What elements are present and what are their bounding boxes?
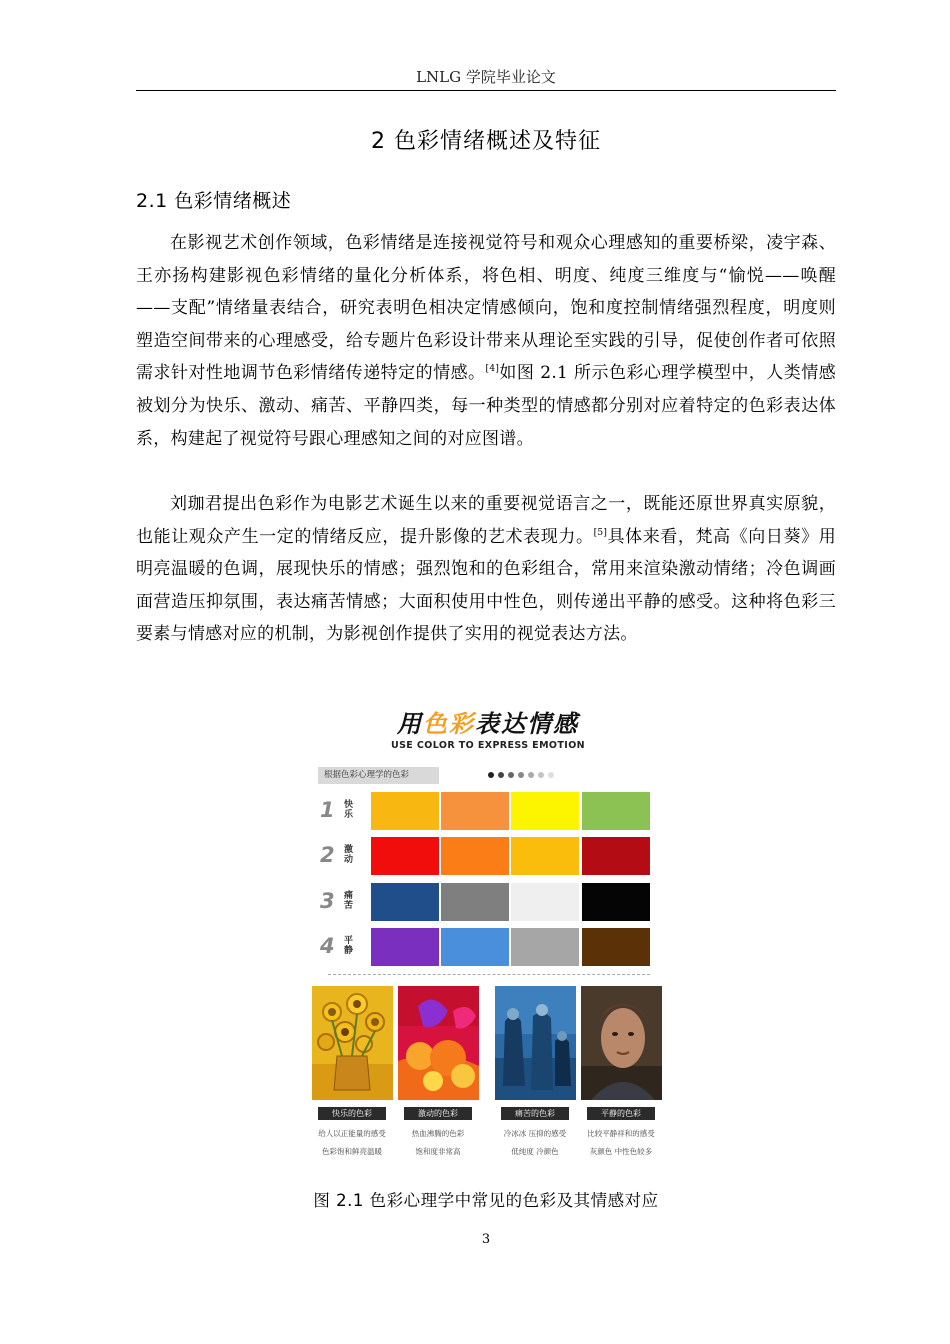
- figure-divider: [328, 974, 650, 975]
- painting-sunflowers: [312, 986, 393, 1100]
- row-emotion-label: 痛苦: [344, 891, 354, 911]
- caption-tag: 激动的色彩: [404, 1107, 472, 1120]
- color-swatch: [582, 883, 650, 921]
- paragraph-1: [136, 227, 836, 455]
- caption-line-2: 低纯度 冷颜色: [511, 1147, 559, 1156]
- paragraph-1-text-cont: 如图 2.1 所示色彩心理学模型中，人类情感被划分为快乐、激动、痛苦、平静四类，每一种类型的情感都分别对应着特定的色彩表达体系，构建起了视觉符号跟心理感知之间的对应图谱。: [136, 363, 837, 449]
- color-swatch: [441, 837, 509, 875]
- caption-line-2: 灰颜色 中性色较多: [589, 1147, 653, 1156]
- page-number: 3: [481, 1232, 491, 1247]
- color-swatch: [582, 792, 650, 830]
- paragraph-2: [136, 488, 836, 651]
- figure-title-prefix: 用: [397, 710, 423, 738]
- pagination-dot: [488, 772, 494, 778]
- caption-line-1: 冷冰冰 压抑的感受: [503, 1129, 567, 1138]
- row-number: 1: [320, 798, 335, 822]
- caption-line-1: 热血沸腾的色彩: [411, 1129, 465, 1138]
- painting-calm: [581, 986, 662, 1100]
- pagination-dot: [498, 772, 504, 778]
- paragraph-2-text-cont: 具体来看，梵高《向日葵》用明亮温暖的色调，展现快乐的情感；强烈饱和的色彩组合，常用来渲染激动情绪；冷色调画面营造压抑氛围，表达痛苦情感；大面积使用中性色，则传递出平静的感受。这种将色彩三要素与情感对应的机制，为影视创作提供了实用的视觉表达方法。: [136, 526, 836, 645]
- pagination-dot: [538, 772, 544, 778]
- figure-title-accent: 色彩: [423, 710, 475, 738]
- pagination-dot: [508, 772, 514, 778]
- page-header: LNLG 学院毕业论文: [416, 68, 556, 86]
- figure-subtitle: USE COLOR TO EXPRESS EMOTION: [390, 740, 586, 751]
- figure-title-suffix: 表达情感: [475, 710, 579, 738]
- color-swatch: [582, 837, 650, 875]
- color-swatch: [582, 928, 650, 966]
- paragraph-1-text: 在影视艺术创作领域，色彩情绪是连接视觉符号和观众心理感知的重要桥梁，凌宇森、王亦扬构建影视色彩情绪的量化分析体系，将色相、明度、纯度三维度与“愉悦——唤醒——支配”情绪量表结合，研究表明色相决定情感倾向，饱和度控制情绪强烈程度，明度则塑造空间带来的心理感受，给专题片色彩设计带来从理论至实践的引导，促使创作者可依照需求针对性地调节色彩情绪传递特定的情感。: [136, 233, 836, 384]
- color-swatch: [441, 792, 509, 830]
- painting-exciting: [398, 986, 479, 1100]
- color-swatch: [371, 792, 439, 830]
- caption-line-2: 饱和度非常高: [415, 1147, 461, 1156]
- caption-line-1: 给人以正能量的感受: [318, 1129, 386, 1138]
- figure-title: [308, 704, 668, 739]
- chapter-title: 2 色彩情绪概述及特征: [371, 129, 601, 154]
- color-swatch: [511, 837, 579, 875]
- painting-suffering: [495, 986, 576, 1100]
- caption-line-1: 比较平静祥和的感受: [587, 1129, 655, 1138]
- color-swatch: [371, 928, 439, 966]
- pagination-dot: [548, 772, 554, 778]
- figure-color-emotion: [308, 696, 668, 1172]
- row-number: 4: [320, 934, 335, 958]
- section-title: 2.1 色彩情绪概述: [136, 190, 292, 212]
- color-swatch: [371, 837, 439, 875]
- caption-tag: 痛苦的色彩: [501, 1107, 569, 1120]
- row-emotion-label: 快乐: [344, 800, 354, 820]
- pagination-dot: [528, 772, 534, 778]
- color-swatch: [441, 883, 509, 921]
- color-swatch: [441, 928, 509, 966]
- row-emotion-label: 平静: [344, 936, 354, 956]
- row-number: 2: [320, 843, 335, 867]
- figure-label-bar: 根据色彩心理学的色彩: [318, 767, 439, 784]
- color-swatch: [511, 792, 579, 830]
- citation-5: [5]: [593, 527, 608, 538]
- figure-caption: 图 2.1 色彩心理学中常见的色彩及其情感对应: [313, 1191, 659, 1210]
- color-swatch: [371, 883, 439, 921]
- row-number: 3: [320, 889, 335, 913]
- pagination-dot: [518, 772, 524, 778]
- caption-tag: 快乐的色彩: [318, 1107, 386, 1120]
- color-swatch: [511, 883, 579, 921]
- header-rule: [136, 90, 836, 91]
- color-swatch: [511, 928, 579, 966]
- row-emotion-label: 激动: [344, 845, 354, 865]
- caption-line-2: 色彩饱和鲜亮温暖: [322, 1147, 382, 1156]
- caption-tag: 平静的色彩: [587, 1107, 655, 1120]
- citation-4: [4]: [485, 364, 500, 375]
- paragraph-2-text: 刘珈君提出色彩作为电影艺术诞生以来的重要视觉语言之一，既能还原世界真实原貌，也能让观众产生一定的情绪反应，提升影像的艺术表现力。: [136, 494, 836, 547]
